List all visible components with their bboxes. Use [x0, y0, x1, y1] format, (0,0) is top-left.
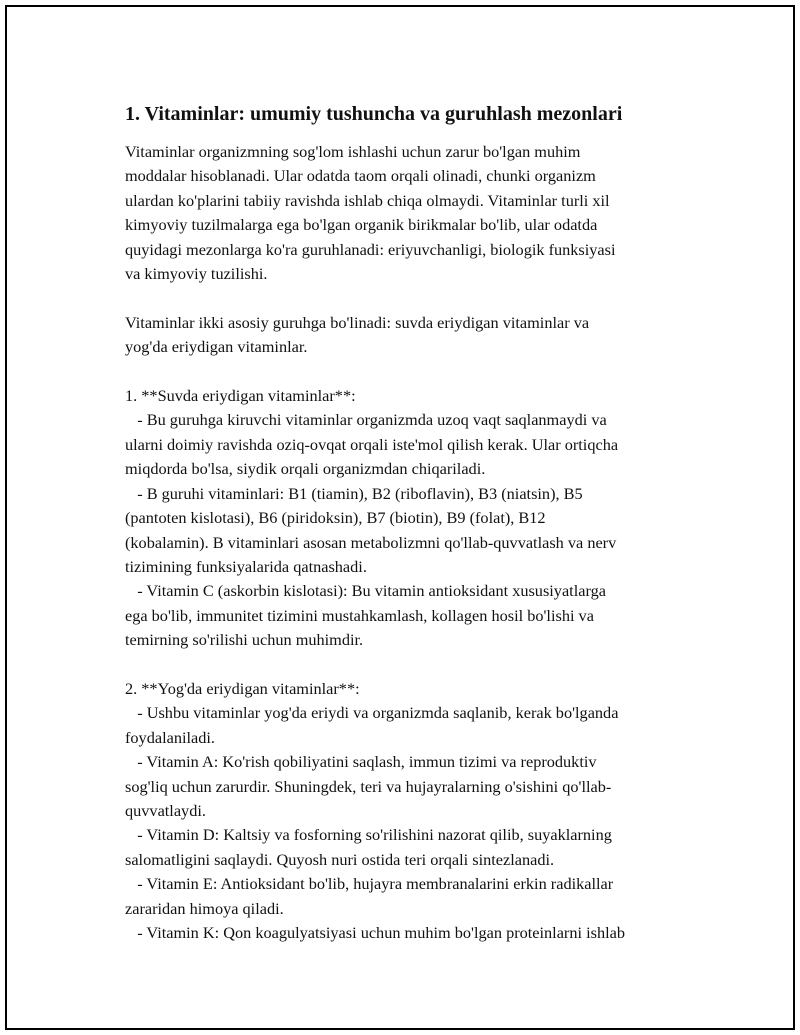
document-content	[125, 100, 700, 945]
document-body-text: Vitaminlar organizmning sog'lom ishlashi uchun zarur bo'lgan muhim moddalar hisoblanadi. Ular odatda taom orqali olinadi, chunki organizm ulardan ko'plarini tabiiy ravishda ishlab chiqa olmaydi. Vitaminlar turli xil kimyoviy tuzilmalarga ega bo'lgan organik birikmalar bo'lib, ular odatda quyidagi mezonlarga ko'ra guruhlanadi: eriyuvchanligi, biologik funksiyasi va kimyoviy tuzilishi. Vitaminlar ikki asosiy guruhga bo'linadi: suvda eriydigan vitaminlar va yog'da eriydigan vitaminlar. 1. **Suvda eriydigan vitaminlar**: - Bu guruhga kiruvchi vitaminlar organizmda uzoq vaqt saqlanmaydi va ularni doimiy ravishda oziq-ovqat orqali iste'mol qilish kerak. Ular ortiqcha miqdorda bo'lsa, siydik orqali organizmdan chiqariladi. - B guruhi vitaminlari: B1 (tiamin), B2 (riboflavin), B3 (niatsin), B5 (pantoten kislotasi), B6 (piridoksin), B7 (biotin), B9 (folat), B12 (kobalamin). B vitaminlari asosan metabolizmni qo'llab-quvvatlash va nerv tizimining funksiyalarida qatnashadi. - Vitamin C (askorbin kislotasi): Bu vitamin antioksidant xususiyatlarga ega bo'lib, immunitet tizimini mustahkamlash, kollagen hosil bo'lishi va temirning so'rilishi uchun muhimdir. 2. **Yog'da eriydigan vitaminlar**: - Ushbu vitaminlar yog'da eriydi va organizmda saqlanib, kerak bo'lganda foydalaniladi. - Vitamin A: Ko'rish qobiliyatini saqlash, immun tizimi va reproduktiv sog'liq uchun zarurdir. Shuningdek, teri va hujayralarning o'sishini qo'llab- quvvatlaydi. - Vitamin D: Kaltsiy va fosforning so'rilishini nazorat qilib, suyaklarning salomatligini saqlaydi. Quyosh nuri ostida teri orqali sintezlanadi. - Vitamin E: Antioksidant bo'lib, hujayra membranalarini erkin radikallar zararidan himoya qiladi. - Vitamin K: Qon koagulyatsiyasi uchun muhim bo'lgan proteinlarni ishlab	[125, 142, 625, 942]
section-heading: 1. Vitaminlar: umumiy tushuncha va guruhlash mezonlari	[125, 103, 623, 125]
page-frame	[5, 5, 795, 1030]
